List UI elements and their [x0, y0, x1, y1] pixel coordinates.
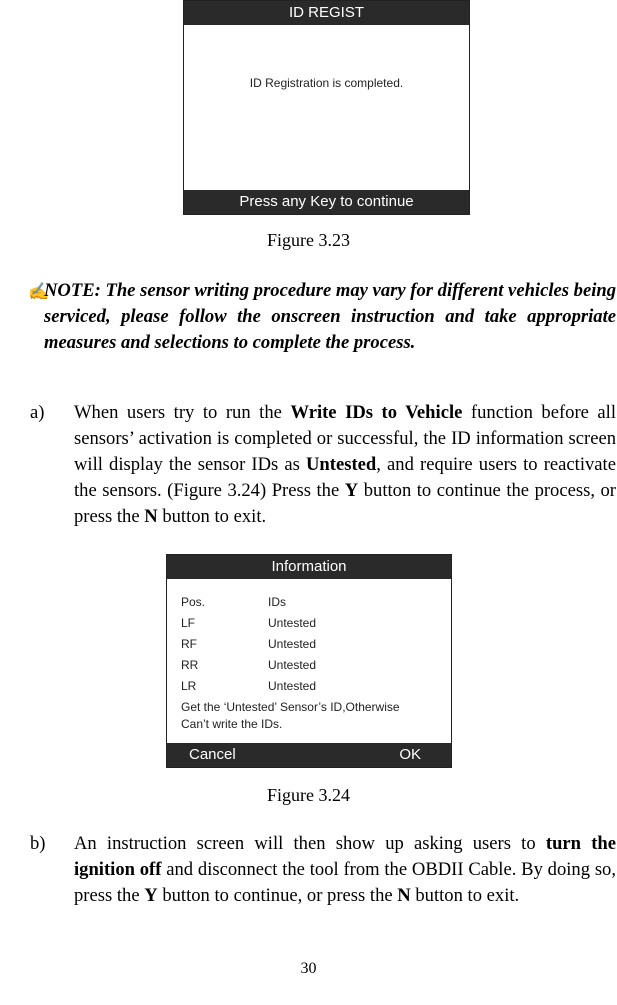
pos: LR	[181, 679, 197, 693]
text: button to continue, or press the	[157, 885, 398, 906]
figure-caption: Figure 3.23	[267, 230, 350, 250]
item-a-text	[74, 400, 616, 530]
message: Can’t write the IDs.	[181, 717, 283, 731]
pos: LF	[181, 616, 196, 630]
text: button to exit.	[157, 506, 267, 527]
screen-title: ID REGIST	[184, 1, 469, 25]
text: An instruction screen will then show up asking users to	[74, 833, 546, 854]
bold-text: turn the ignition off	[74, 833, 616, 880]
id: Untested	[268, 637, 317, 651]
note-text: NOTE: The sensor writing procedure may vary for different vehicles being serviced, please follow the onscreen instruction and take appropriate measures and selections to complete the process.	[44, 280, 616, 353]
page-number: 30	[300, 960, 317, 977]
pos: RR	[181, 658, 199, 672]
text: function before all sensors’ activation is completed or successful, the ID information screen will display the sensor IDs as	[74, 402, 617, 475]
ok-button[interactable]: OK	[399, 746, 421, 763]
item-a-label: a)	[30, 402, 45, 423]
screen-footer	[167, 743, 451, 767]
screen-footer[interactable]: Press any Key to continue	[184, 190, 469, 214]
pos-header: Pos.	[181, 595, 206, 609]
bold-text: Write IDs to Vehicle	[290, 402, 463, 423]
ids-header: IDs	[268, 595, 286, 609]
item-b-label: b)	[30, 833, 46, 854]
bold-text: Untested	[306, 454, 377, 475]
id: Untested	[268, 658, 317, 672]
bold-text: Y	[144, 885, 158, 906]
figure-3-24-screen	[166, 554, 452, 768]
pos: RF	[181, 637, 197, 651]
text: When users try to run the	[74, 402, 291, 423]
text: button to exit.	[410, 885, 520, 906]
text: button to continue the process, or press the	[74, 480, 616, 527]
id: Untested	[268, 679, 317, 693]
pencil-icon: ✍	[28, 282, 50, 301]
text: , and require users to reactivate the sensors. (Figure 3.24) Press the	[74, 454, 616, 501]
figure-caption: Figure 3.24	[267, 785, 350, 805]
screen-message: ID Registration is completed.	[249, 76, 404, 90]
id: Untested	[268, 616, 317, 630]
item-b-text	[74, 831, 616, 909]
message: Get the ‘Untested’ Sensor’s ID,Otherwise	[181, 700, 400, 714]
screen-title: Information	[167, 555, 451, 579]
figure-3-23-screen	[183, 0, 470, 215]
bold-text: N	[397, 885, 411, 906]
cancel-button[interactable]: Cancel	[189, 746, 236, 763]
bold-text: N	[144, 506, 158, 527]
text: and disconnect the tool from the OBDII Cable. By doing so, press the	[74, 859, 617, 906]
bold-text: Y	[344, 480, 359, 501]
